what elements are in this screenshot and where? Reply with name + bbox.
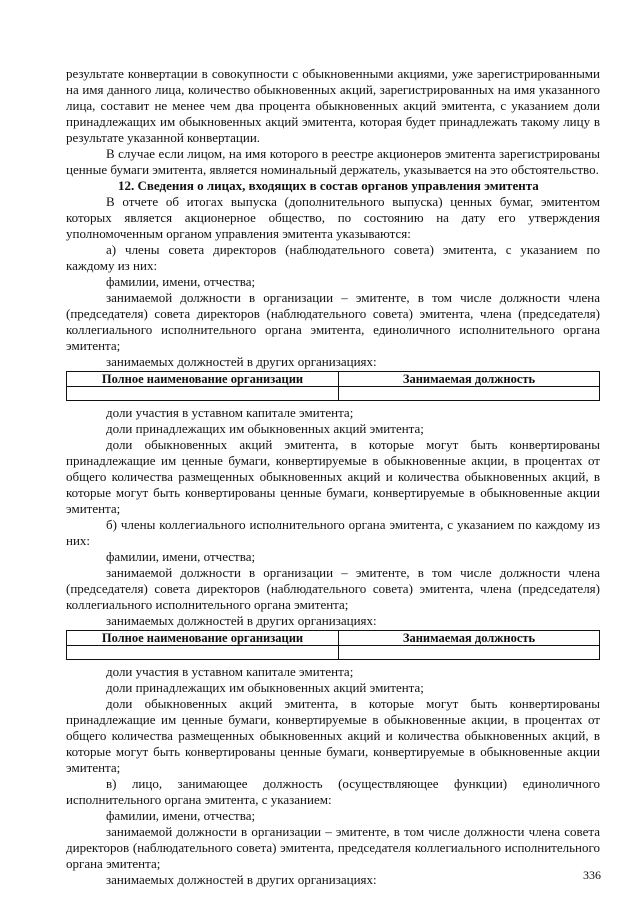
section-heading: 12. Сведения о лицах, входящих в состав органов управления эмитента [118,178,539,193]
paragraph: доли обыкновенных акций эмитента, в которые могут быть конвертированы принадлежащие им ценные бумаги, конвертируемые в обыкновенные акции, в процентах от общего количества размещенных обыкновенных акций и количества обыкновенных акций, в которые могут быть конвертированы ценные бумаги, конвертируемые в обыкновенные акции эмитента; [66,696,600,775]
paragraph: фамилии, имени, отчества; [106,274,256,289]
paragraph: доли участия в уставном капитале эмитента; [106,405,354,420]
paragraph: В отчете об итогах выпуска (дополнительного выпуска) ценных бумаг, эмитентом которых является акционерное общество, по состоянию на дату его утверждения уполномоченным органом управления эмитента указываются: [66,194,600,241]
table-cell [67,387,339,401]
paragraph: занимаемой должности в организации – эмитенте, в том числе должности члена (председателя) совета директоров (наблюдательного совета) эмитента, члена (председателя) коллегиального исполнительного органа эмитента; [66,565,600,612]
paragraph: занимаемых должностей в других организациях: [106,354,377,369]
paragraph: а) члены совета директоров (наблюдательного совета) эмитента, с указанием по каждому из них: [66,242,600,273]
table-header-position: Занимаемая должность [339,631,600,646]
paragraph: В случае если лицом, на имя которого в реестре акционеров эмитента зарегистрированы ценные бумаги эмитента, является номинальный держатель, указывается на это обстоятельство. [66,146,600,177]
paragraph: фамилии, имени, отчества; [106,549,256,564]
paragraph: доли участия в уставном капитале эмитента; [106,664,354,679]
paragraph: фамилии, имени, отчества; [106,808,256,823]
table-cell [339,646,600,660]
table-header-position: Занимаемая должность [339,372,600,387]
document-page [66,66,600,888]
table-header-org: Полное наименование организации [67,631,339,646]
paragraph: занимаемой должности в организации – эмитенте, в том числе должности члена совета директоров (наблюдательного совета) эмитента, председателя коллегиального исполнительного органа эмитента; [66,824,600,871]
table-header-org: Полное наименование организации [67,372,339,387]
paragraph: в) лицо, занимающее должность (осуществляющее функции) единоличного исполнительного органа эмитента, с указанием: [66,776,600,807]
positions-table [66,630,600,660]
paragraph: доли принадлежащих им обыкновенных акций эмитента; [106,680,424,695]
table-cell [339,387,600,401]
positions-table [66,371,600,401]
paragraph: занимаемой должности в организации – эмитенте, в том числе должности члена (председателя) совета директоров (наблюдательного совета) эмитента, члена (председателя) коллегиального исполнительного органа эмитента, единоличного исполнительного органа эмитента; [66,290,600,353]
paragraph: занимаемых должностей в других организациях: [106,613,377,628]
paragraph: доли принадлежащих им обыкновенных акций эмитента; [106,421,424,436]
paragraph: доли обыкновенных акций эмитента, в которые могут быть конвертированы принадлежащие им ценные бумаги, конвертируемые в обыкновенные акции, в процентах от общего количества размещенных обыкновенных акций и количества обыкновенных акций, в которые могут быть конвертированы ценные бумаги, конвертируемые в обыкновенные акции эмитента; [66,437,600,516]
page-number: 336 [583,868,601,882]
paragraph: б) члены коллегиального исполнительного органа эмитента, с указанием по каждому из них: [66,517,600,548]
paragraph: результате конвертации в совокупности с обыкновенными акциями, уже зарегистрированными на имя данного лица, количество обыкновенных акций, зарегистрированных на имя указанного лица, составит не менее чем два процента обыкновенных акций эмитента, с указанием доли принадлежащих им обыкновенных акций эмитента, которая будет принадлежать такому лицу в результате указанной конвертации. [66,66,600,145]
table-cell [67,646,339,660]
paragraph: занимаемых должностей в других организациях: [106,872,377,887]
